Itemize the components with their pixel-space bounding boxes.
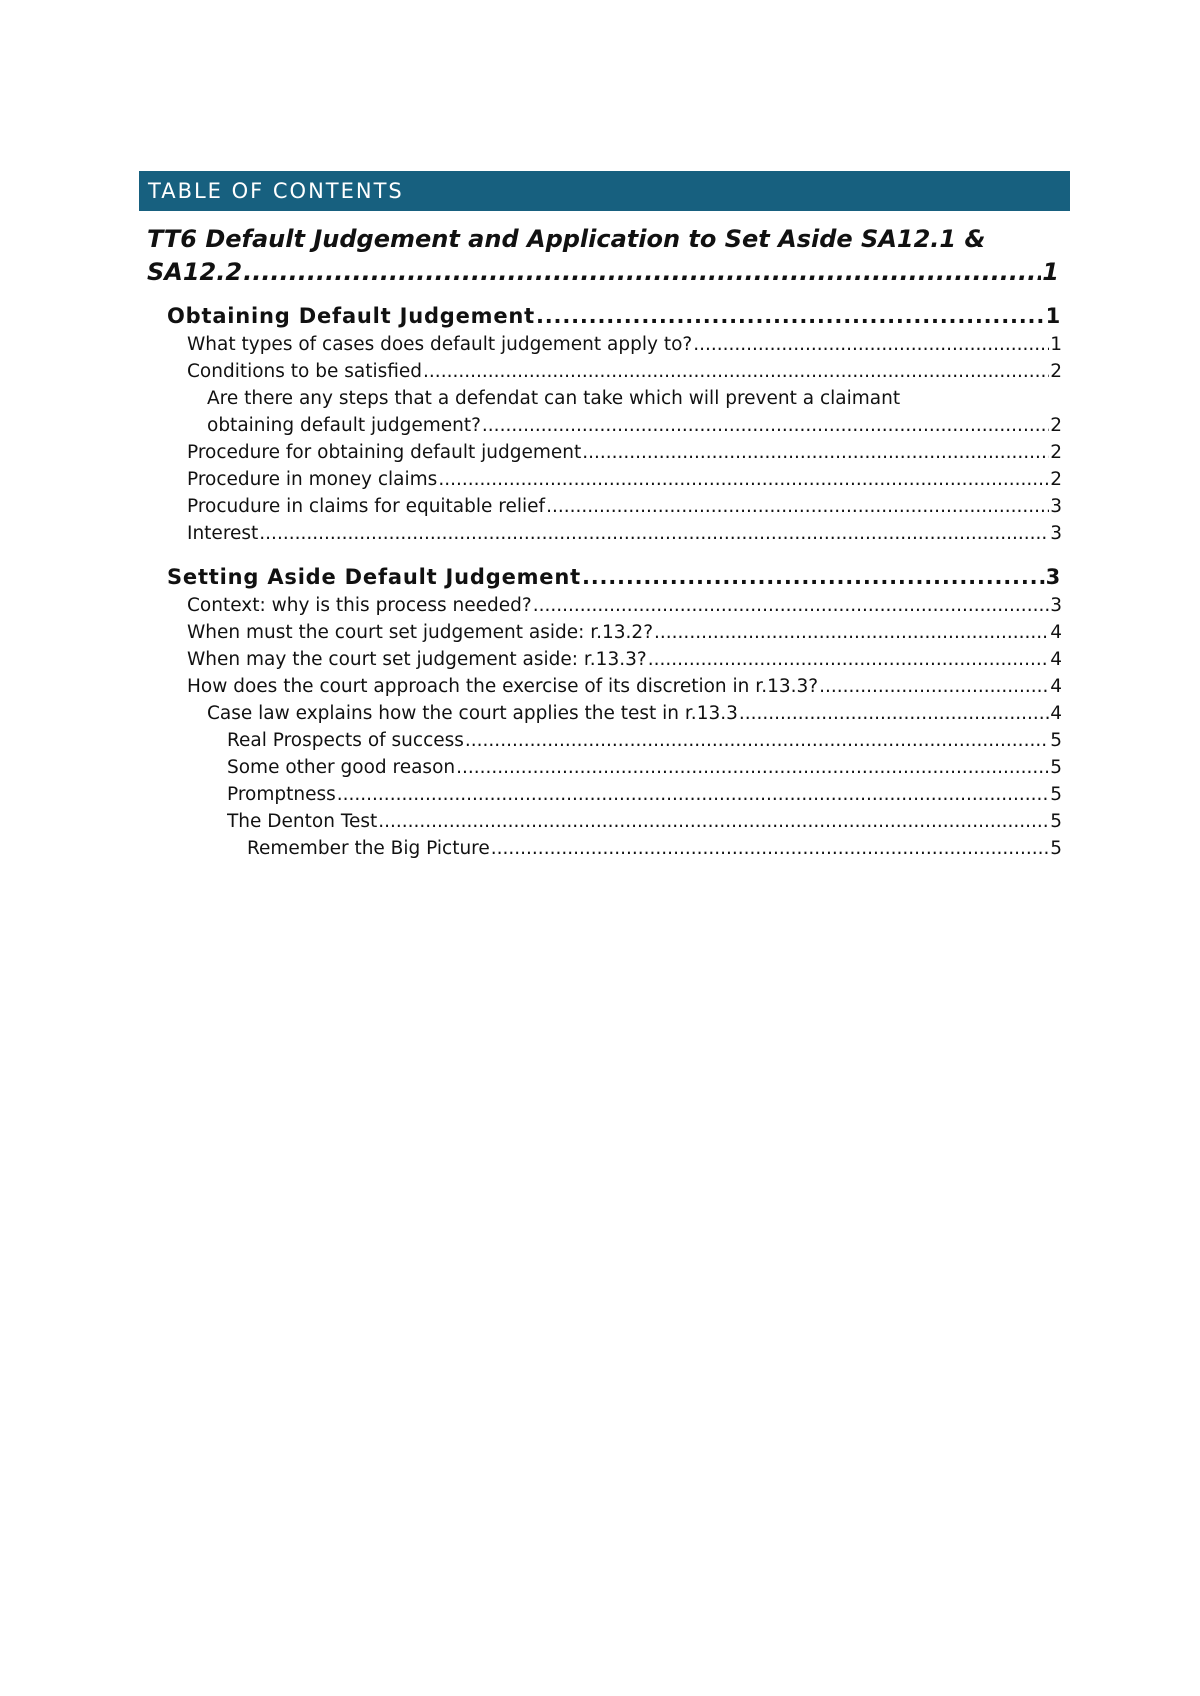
dot-leader: [465, 730, 1049, 751]
toc-page-number: 3: [1050, 523, 1062, 544]
dot-leader: [456, 757, 1049, 778]
dot-leader: [739, 703, 1049, 724]
toc-entry-title: Promptness: [227, 784, 336, 805]
toc-entry[interactable]: [227, 757, 1062, 778]
toc-entry-title: Procudure in claims for equitable relief: [187, 496, 546, 517]
dot-leader: [491, 838, 1049, 859]
toc-entry-main-title-line1[interactable]: TT6 Default Judgement and Application to Set Aside SA12.1 &: [147, 225, 986, 253]
toc-entry[interactable]: [187, 469, 1062, 490]
toc-entry[interactable]: [227, 811, 1062, 832]
toc-page-number: 2: [1050, 469, 1062, 490]
toc-entry[interactable]: [207, 703, 1062, 724]
toc-heading: TABLE OF CONTENTS: [139, 171, 1070, 211]
toc-page-number: 1: [1042, 258, 1059, 286]
toc-entry-title: Remember the Big Picture: [247, 838, 490, 859]
toc-entry[interactable]: [187, 442, 1062, 463]
toc-entry-steps-line1[interactable]: Are there any steps that a defendat can take which will prevent a claimant: [207, 388, 901, 409]
toc-entry[interactable]: [187, 676, 1062, 697]
toc-entry-main-title[interactable]: [147, 258, 1059, 286]
toc-entry-title: When must the court set judgement aside: r.13.2?: [187, 622, 654, 643]
toc-page-number: 2: [1050, 442, 1062, 463]
toc-entry-title: Procedure in money claims: [187, 469, 438, 490]
dot-leader: [337, 784, 1049, 805]
toc-entry-title: Procedure for obtaining default judgement: [187, 442, 582, 463]
toc-entry-title: obtaining default judgement?: [207, 415, 481, 436]
toc-entry-title: Context: why is this process needed?: [187, 595, 532, 616]
toc-entry-title: When may the court set judgement aside: r.13.3?: [187, 649, 647, 670]
toc-entry[interactable]: [227, 730, 1062, 751]
toc-entry-title: Real Prospects of success: [227, 730, 464, 751]
toc-page-number: 2: [1050, 415, 1062, 436]
dot-leader: [536, 304, 1045, 328]
toc-entry-title: Case law explains how the court applies the test in r.13.3: [207, 703, 738, 724]
toc-entry[interactable]: [247, 838, 1062, 859]
dot-leader: [243, 258, 1041, 286]
dot-leader: [582, 565, 1045, 589]
toc-page-number: 5: [1050, 730, 1062, 751]
toc-entry-title: Conditions to be satisfied: [187, 361, 423, 382]
toc-entry-title: SA12.2: [147, 258, 243, 286]
dot-leader: [259, 523, 1049, 544]
toc-page-number: 3: [1050, 595, 1062, 616]
toc-page-number: 5: [1050, 811, 1062, 832]
toc-page-number: 3: [1050, 496, 1062, 517]
toc-entry[interactable]: [187, 496, 1062, 517]
dot-leader: [378, 811, 1049, 832]
toc-page-number: 4: [1050, 649, 1062, 670]
toc-entry[interactable]: [187, 595, 1062, 616]
toc-page-number: 1: [1045, 304, 1061, 328]
dot-leader: [482, 415, 1049, 436]
dot-leader: [533, 595, 1050, 616]
toc-entry-title: Interest: [187, 523, 259, 544]
toc-entry-title: What types of cases does default judgement apply to?: [187, 334, 693, 355]
toc-entry-title: Setting Aside Default Judgement: [167, 565, 581, 589]
toc-entry[interactable]: [187, 523, 1062, 544]
dot-leader: [438, 469, 1049, 490]
toc-page-number: 1: [1050, 334, 1062, 355]
toc-page-number: 5: [1050, 784, 1062, 805]
toc-entry[interactable]: [187, 334, 1062, 355]
toc-page-number: 3: [1045, 565, 1061, 589]
toc-entry[interactable]: [187, 361, 1062, 382]
toc-entry[interactable]: [187, 622, 1062, 643]
toc-entry-title: How does the court approach the exercise of its discretion in r.13.3?: [187, 676, 819, 697]
toc-entry[interactable]: [187, 649, 1062, 670]
toc-entry-title: The Denton Test: [227, 811, 378, 832]
toc-page-number: 5: [1050, 757, 1062, 778]
toc-page-number: 4: [1050, 703, 1062, 724]
toc-entry-obtaining-default-judgement[interactable]: [167, 304, 1061, 328]
dot-leader: [654, 622, 1049, 643]
toc-entry-steps[interactable]: [207, 415, 1062, 436]
dot-leader: [582, 442, 1049, 463]
toc-entry[interactable]: [227, 784, 1062, 805]
dot-leader: [546, 496, 1049, 517]
toc-page-number: 2: [1050, 361, 1062, 382]
toc-page-number: 4: [1050, 622, 1062, 643]
dot-leader: [423, 361, 1049, 382]
dot-leader: [648, 649, 1050, 670]
dot-leader: [819, 676, 1049, 697]
toc-entry-setting-aside-default-judgement[interactable]: [167, 565, 1061, 589]
toc-page-number: 5: [1050, 838, 1062, 859]
dot-leader: [693, 334, 1049, 355]
toc-page-number: 4: [1050, 676, 1062, 697]
toc-entry-title: Obtaining Default Judgement: [167, 304, 535, 328]
toc-entry-title: Some other good reason: [227, 757, 456, 778]
